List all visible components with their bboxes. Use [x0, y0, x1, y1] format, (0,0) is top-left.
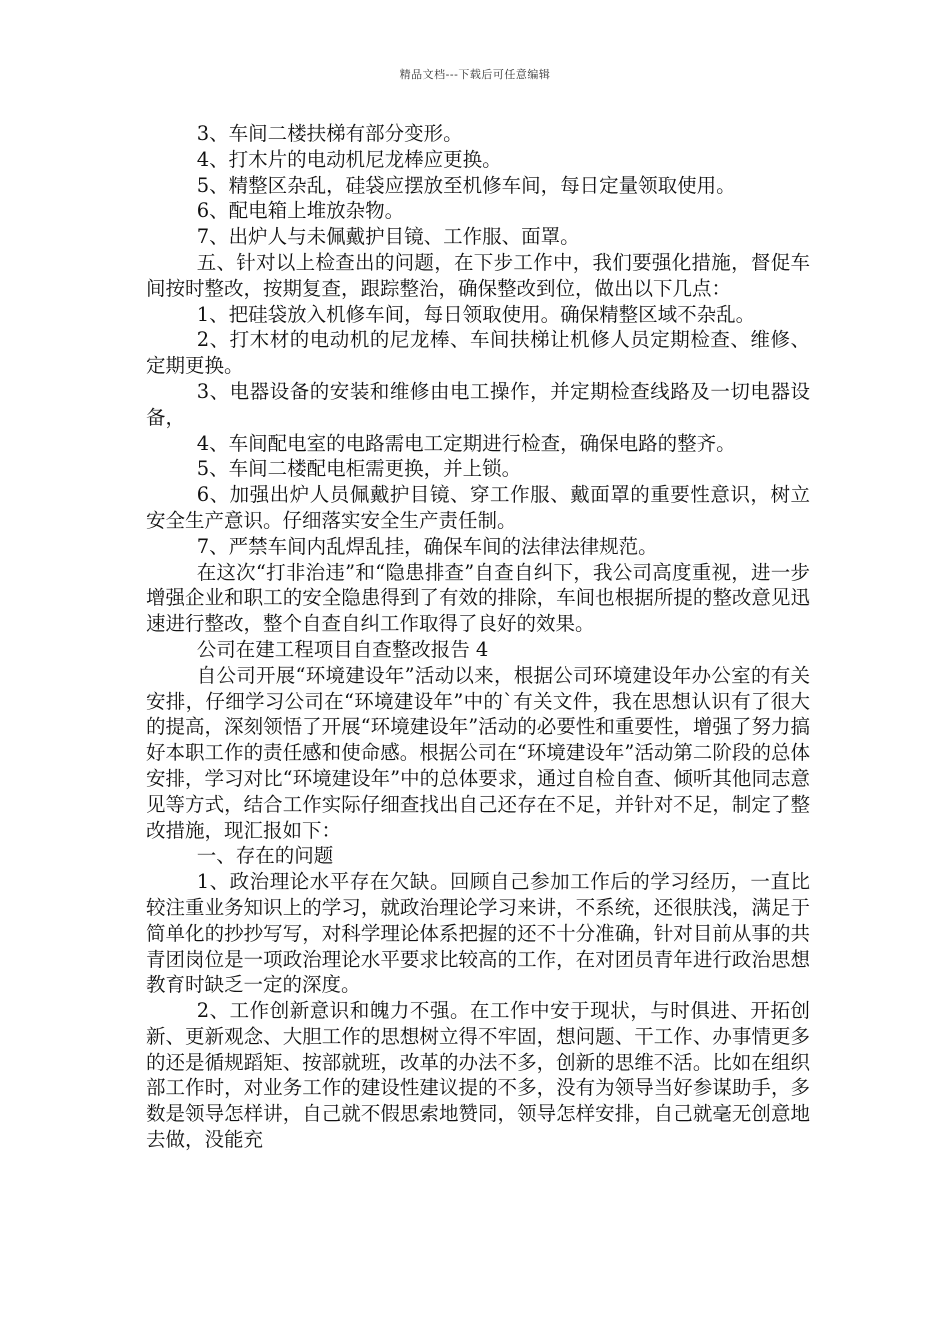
paragraph: 在这次“打非治违”和“隐患排查”自查自纠下，我公司高度重视，进一步增强企业和职工的安全隐患得到了有效的排除，车间也根据所提的整改意见迅速进行整改，整个自查自纠工作取得了良好的效果。 [146, 560, 810, 636]
paragraph: 2、工作创新意识和魄力不强。在工作中安于现状，与时俱进、开拓创新、更新观念、大胆工作的思想树立得不牢固，想问题、干工作、办事情更多的还是循规蹈矩、按部就班，改革的办法不多，创新的思维不活。比如在组织部工作时，对业务工作的建设性建议提的不多，没有为领导当好参谋助手，多数是领导怎样讲，自己就不假思索地赞同，领导怎样安排，自己就毫无创意地去做，没能充 [146, 999, 810, 1152]
paragraph: 7、严禁车间内乱焊乱挂，确保车间的法律法律规范。 [196, 534, 658, 558]
paragraph: 五、针对以上检查出的问题，在下步工作中，我们要强化措施，督促车间按时整改，按期复查，跟踪整治，确保整改到位，做出以下几点： [146, 250, 810, 300]
paragraph: 7、出炉人与未佩戴护目镜、工作服、面罩。 [196, 225, 580, 249]
section-title: 公司在建工程项目自查整改报告 4 [196, 637, 489, 661]
paragraph: 1、政治理论水平存在欠缺。回顾自己参加工作后的学习经历，一直比较注重业务知识上的学习，就政治理论学习来讲，不系统，还很肤浅，满足于简单化的抄抄写写，对科学理论体系把握的还不十分准确，针对目前从事的共青团岗位是一项政治理论水平要求比较高的工作，在对团员青年进行政治思想教育时缺乏一定的深度。 [146, 870, 810, 997]
paragraph: 4、打木片的电动机尼龙棒应更换。 [196, 147, 502, 171]
paragraph: 5、精整区杂乱，硅袋应摆放至机修车间，每日定量领取使用。 [196, 173, 736, 197]
page-header: 精品文档---下载后可任意编辑 [399, 68, 551, 81]
paragraph: 4、车间配电室的电路需电工定期进行检查，确保电路的整齐。 [196, 431, 736, 455]
paragraph: 1、把硅袋放入机修车间，每日领取使用。确保精整区域不杂乱。 [196, 302, 756, 326]
paragraph: 2、打木材的电动机的尼龙棒、车间扶梯让机修人员定期检查、维修、定期更换。 [146, 328, 810, 378]
paragraph: 3、电器设备的安装和维修由电工操作，并定期检查线路及一切电器设备， [146, 379, 810, 429]
document-body [146, 121, 810, 1153]
section-heading: 一、存在的问题 [196, 844, 334, 868]
paragraph: 3、车间二楼扶梯有部分变形。 [196, 122, 463, 145]
paragraph: 6、配电箱上堆放杂物。 [196, 199, 405, 223]
paragraph: 6、加强出炉人员佩戴护目镜、穿工作服、戴面罩的重要性意识，树立安全生产意识。仔细落实安全生产责任制。 [146, 483, 810, 532]
paragraph: 自公司开展“环境建设年”活动以来，根据公司环境建设年办公室的有关安排，仔细学习公司在“环境建设年”中的`有关文件，我在思想认识有了很大的提高，深刻领悟了开展“环境建设年”活动的必要性和重要性，增强了努力搞好本职工作的责任感和使命感。根据公司在“环境建设年”活动第二阶段的总体安排，学习对比“环境建设年”中的总体要求，通过自检自查、倾听其他同志意见等方式，结合工作实际仔细查找出自己还存在不足，并针对不足，制定了整改措施，现汇报如下： [146, 663, 810, 842]
paragraph: 5、车间二楼配电柜需更换，并上锁。 [196, 457, 522, 481]
